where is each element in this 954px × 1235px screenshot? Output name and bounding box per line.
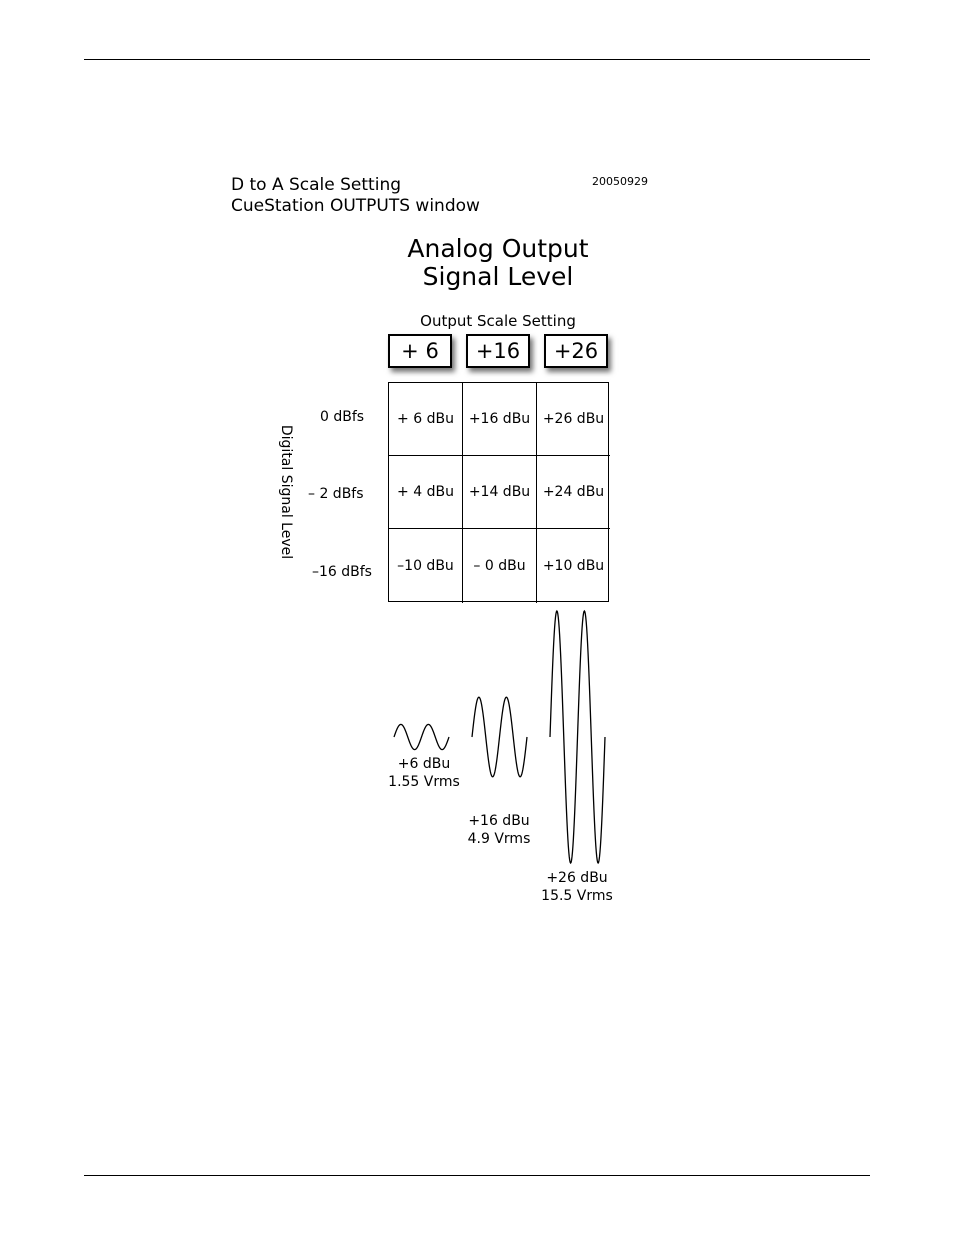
waveform-label-6 [374,755,474,791]
waveform-label-26 [527,869,627,905]
table-cell: +14 dBu [463,456,537,529]
sine-wave-0 [394,724,449,749]
sine-wave-2 [550,611,605,863]
title-line-2: Signal Level [422,262,574,291]
sine-wave-1 [472,697,527,777]
bottom-rule [84,1175,870,1176]
waveform-vrms: 1.55 Vrms [388,774,460,790]
header-line-2: CueStation OUTPUTS window [231,196,480,216]
row-label-2dbfs: – 2 dBfs [308,486,364,502]
table-cell: + 4 dBu [389,456,463,529]
level-table [388,382,609,602]
title-line-1: Analog Output [407,234,589,263]
row-label-16dbfs: –16 dBfs [312,564,372,580]
column-heading: Output Scale Setting [420,312,576,330]
table-cell: +24 dBu [537,456,610,529]
header-line-1: D to A Scale Setting [231,175,402,195]
waveform-level: +6 dBu [397,756,451,772]
table-cell: – 0 dBu [463,529,537,603]
table-cell: –10 dBu [389,529,463,603]
table-cell: +26 dBu [537,383,610,456]
diagram-title [348,235,648,291]
waveform-label-16 [449,812,549,848]
top-rule [84,59,870,60]
row-axis-label: Digital Signal Level [278,424,294,560]
table-cell: +16 dBu [463,383,537,456]
waveform-vrms: 4.9 Vrms [467,831,531,847]
waveform-vrms: 15.5 Vrms [541,888,613,904]
scale-button-26[interactable]: +26 [544,334,608,368]
row-label-0dbfs: 0 dBfs [320,409,365,425]
scale-button-6[interactable]: + 6 [388,334,452,368]
scale-button-16[interactable]: +16 [466,334,530,368]
table-cell: + 6 dBu [389,383,463,456]
table-cell: +10 dBu [542,558,605,574]
waveform-level: +26 dBu [546,870,608,886]
waveform-level: +16 dBu [468,813,530,829]
date-stamp: 20050929 [592,175,648,188]
